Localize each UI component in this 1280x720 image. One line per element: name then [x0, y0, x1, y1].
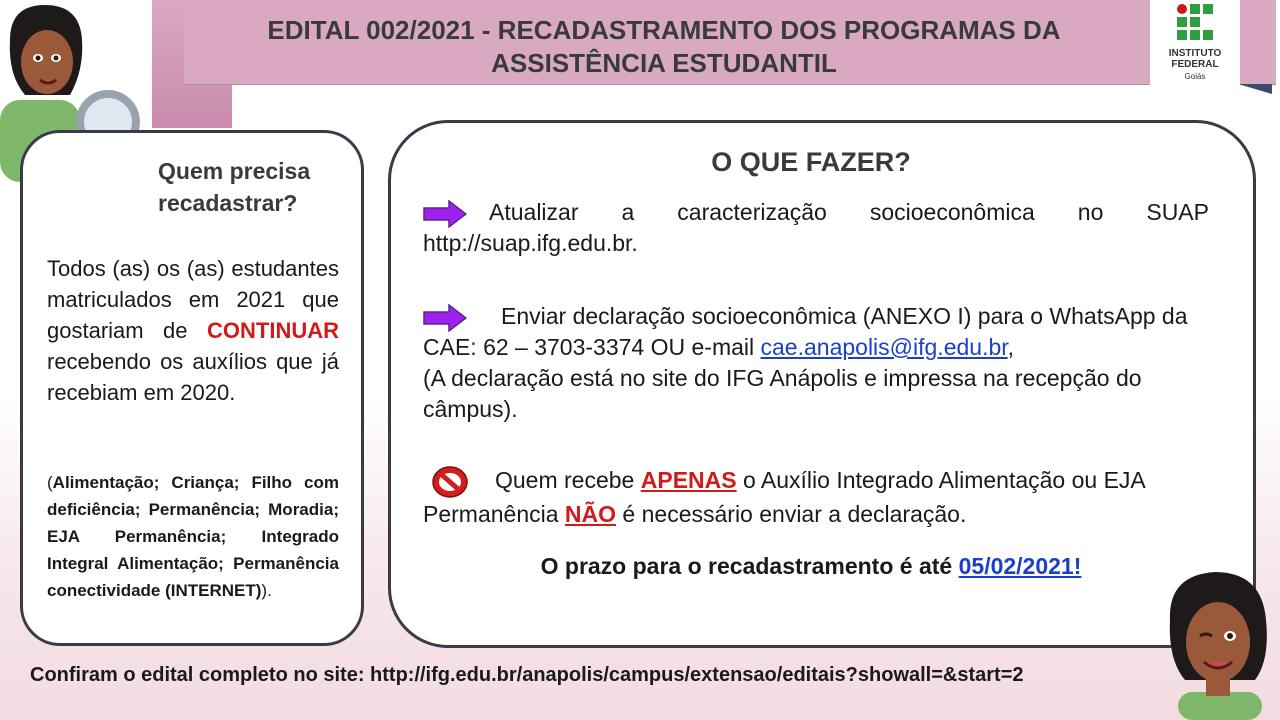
arrow-right-icon: [423, 304, 467, 332]
avatar-wink-illustration: [1160, 560, 1280, 720]
what-to-do-panel: [388, 120, 1256, 648]
step-exception: Quem recebe APENAS o Auxílio Integrado Alimentação ou EJA Permanência NÃO é necessário enviar a declaração.: [423, 465, 1209, 530]
logo-subtitle: Goiás: [1184, 72, 1206, 81]
who-heading: Quem precisa recadastrar?: [158, 158, 311, 216]
deadline-date: 05/02/2021!: [958, 553, 1082, 579]
header-banner: [184, 0, 1276, 85]
banner-fold: [1238, 84, 1272, 94]
footer-note: Confiram o edital completo no site: http://ifg.edu.br/anapolis/campus/extensao/editais?showall=&start=2: [30, 664, 1024, 686]
logo-mark-icon: [1177, 4, 1213, 44]
arrow-right-icon: [423, 200, 467, 228]
page-title: EDITAL 002/2021 - RECADASTRAMENTO DOS PROGRAMAS DA ASSISTÊNCIA ESTUDANTIL: [267, 15, 1061, 78]
continuar-emphasis: CONTINUAR: [207, 318, 339, 343]
what-to-do-heading: O QUE FAZER?: [711, 147, 911, 177]
step-send-declaration: Enviar declaração socioeconômica (ANEXO I) para o WhatsApp da CAE: 62 – 3703-3374 OU e-mail cae.anapolis@ifg.edu.br, (A declaração está no site do IFG Anápolis e impressa na recepção do câmpus).: [423, 303, 1188, 422]
step-update-suap: Atualizar a caracterização socioeconômica no SUAP: [423, 197, 1209, 228]
who-panel: [20, 130, 364, 646]
who-body: Todos (as) os (as) estudantes matriculados em 2021 que gostariam de CONTINUAR recebendo os auxílios que já recebiam em 2020.: [47, 256, 339, 405]
no-entry-icon: [431, 465, 469, 499]
email-link[interactable]: cae.anapolis@ifg.edu.br: [760, 334, 1008, 360]
ifg-logo: [1150, 0, 1240, 88]
declaration-note: (A declaração está no site do IFG Anápolis e impressa na recepção do câmpus).: [423, 365, 1142, 422]
nao-emphasis: NÃO: [564, 501, 617, 527]
suap-link[interactable]: http://suap.ifg.edu.br.: [423, 230, 638, 256]
benefits-list: (Alimentação; Criança; Filho com deficiência; Permanência; Moradia; EJA Permanência; Integrado Integral Alimentação; Permanência conectividade (INTERNET)).: [47, 473, 339, 600]
logo-name: INSTITUTO FEDERAL: [1168, 48, 1222, 70]
deadline-line: O prazo para o recadastramento é até 05/02/2021!: [540, 553, 1082, 579]
apenas-emphasis: APENAS: [640, 467, 737, 494]
